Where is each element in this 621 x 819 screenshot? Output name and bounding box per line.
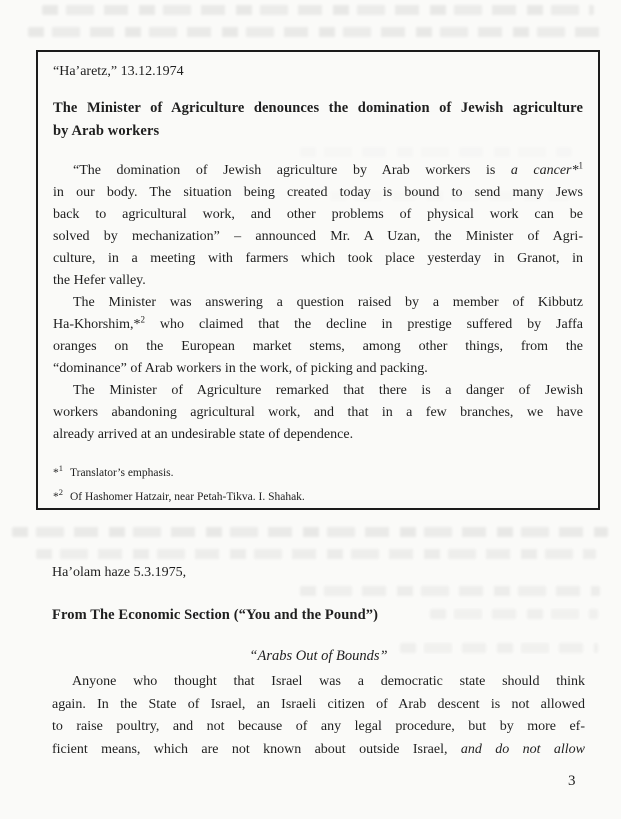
text-segment: workers abandoning agricultural work, and that in a few branches, we have xyxy=(53,405,583,420)
text-segment: 2 xyxy=(58,487,63,498)
text-segment: oranges on the European market stems, among other things, from the xyxy=(53,339,583,354)
text-segment: solved by mechanization” – announced Mr. A Uzan, the Minister of Agri- xyxy=(53,229,583,244)
article-headline xyxy=(53,97,583,143)
text-segment: a cancer* xyxy=(510,163,579,178)
text-line xyxy=(52,716,585,739)
text-segment: 1 xyxy=(58,463,63,474)
text-line xyxy=(53,292,583,314)
text-segment: to raise poultry, and not because of any legal procedure, but by more ef- xyxy=(52,719,585,735)
text-segment: by Arab workers xyxy=(53,123,160,139)
text-segment: Ha-Khorshim,* xyxy=(53,317,141,332)
text-segment: The Minister was answering a question raised by a member of Kibbutz xyxy=(73,295,583,310)
text-segment: * xyxy=(53,491,59,503)
article-source-line: “Ha’aretz,” 13.12.1974 xyxy=(53,64,184,79)
article-source-line: Ha’olam haze 5.3.1975, xyxy=(52,565,187,580)
text-segment: already arrived at an undesirable state of dependence. xyxy=(53,427,354,442)
text-line xyxy=(53,380,583,402)
text-line xyxy=(53,204,583,226)
text-line xyxy=(53,97,583,120)
boxed-article xyxy=(36,50,600,510)
text-segment: 2 xyxy=(140,314,145,325)
text-line xyxy=(52,739,585,762)
article-footnotes xyxy=(53,461,583,509)
text-line xyxy=(53,485,583,509)
text-segment: The Minister of Agriculture remarked that there is a danger of Jewish xyxy=(73,383,583,398)
text-line xyxy=(52,694,585,717)
text-line xyxy=(53,461,583,485)
bleed-through-smudge xyxy=(36,549,596,559)
text-line xyxy=(53,336,583,358)
bleed-through-smudge xyxy=(28,27,604,37)
text-segment: The Minister of Agriculture denounces the domination of Jewish agriculture xyxy=(53,100,583,116)
article-paragraph xyxy=(52,671,585,761)
text-line xyxy=(53,182,583,204)
section-subtitle: “Arabs Out of Bounds” xyxy=(249,648,388,664)
text-segment: culture, in a meeting with farmers which took place yesterday in Granot, in xyxy=(53,251,583,266)
text-segment: Translator’s emphasis. xyxy=(70,467,174,479)
text-line xyxy=(52,671,585,694)
text-line xyxy=(53,248,583,270)
text-segment: Of Hashomer Hatzair, near Petah-Tikva. I. Shahak. xyxy=(70,491,305,503)
text-segment: again. In the State of Israel, an Israeli citizen of Arab descent is not allowed xyxy=(52,696,585,712)
text-line xyxy=(53,120,583,143)
text-segment: “The domination of Jewish agriculture by Arab workers is xyxy=(73,163,511,178)
section-heading: From The Economic Section (“You and the Pound”) xyxy=(52,607,379,623)
text-line xyxy=(53,226,583,248)
text-line xyxy=(53,424,583,446)
text-segment: ficient means, which are not known about outside Israel, xyxy=(52,741,461,757)
text-line xyxy=(53,358,583,380)
text-line xyxy=(53,270,583,292)
text-segment: Anyone who thought that Israel was a democratic state should think xyxy=(72,674,585,689)
text-line xyxy=(53,402,583,424)
text-line xyxy=(53,314,583,336)
article-paragraph xyxy=(53,160,583,292)
article-paragraph xyxy=(53,380,583,446)
article-paragraph xyxy=(53,292,583,380)
second-article xyxy=(52,563,585,761)
page-number: 3 xyxy=(568,773,576,789)
bleed-through-smudge xyxy=(42,5,594,15)
text-segment: “dominance” of Arab workers in the work, of picking and packing. xyxy=(53,361,428,376)
text-segment: and do not allow xyxy=(460,741,585,757)
text-segment: * xyxy=(53,467,59,479)
text-segment: the Hefer valley. xyxy=(53,273,146,288)
bleed-through-smudge xyxy=(12,527,608,537)
text-segment: who claimed that the decline in prestige suffered by Jaffa xyxy=(145,317,583,332)
text-segment: back to agricultural work, and other problems of physical work can be xyxy=(53,207,583,222)
text-line xyxy=(53,160,583,182)
text-segment: 1 xyxy=(578,160,583,171)
text-segment: in our body. The situation being created today is bound to send many Jews xyxy=(53,185,583,200)
